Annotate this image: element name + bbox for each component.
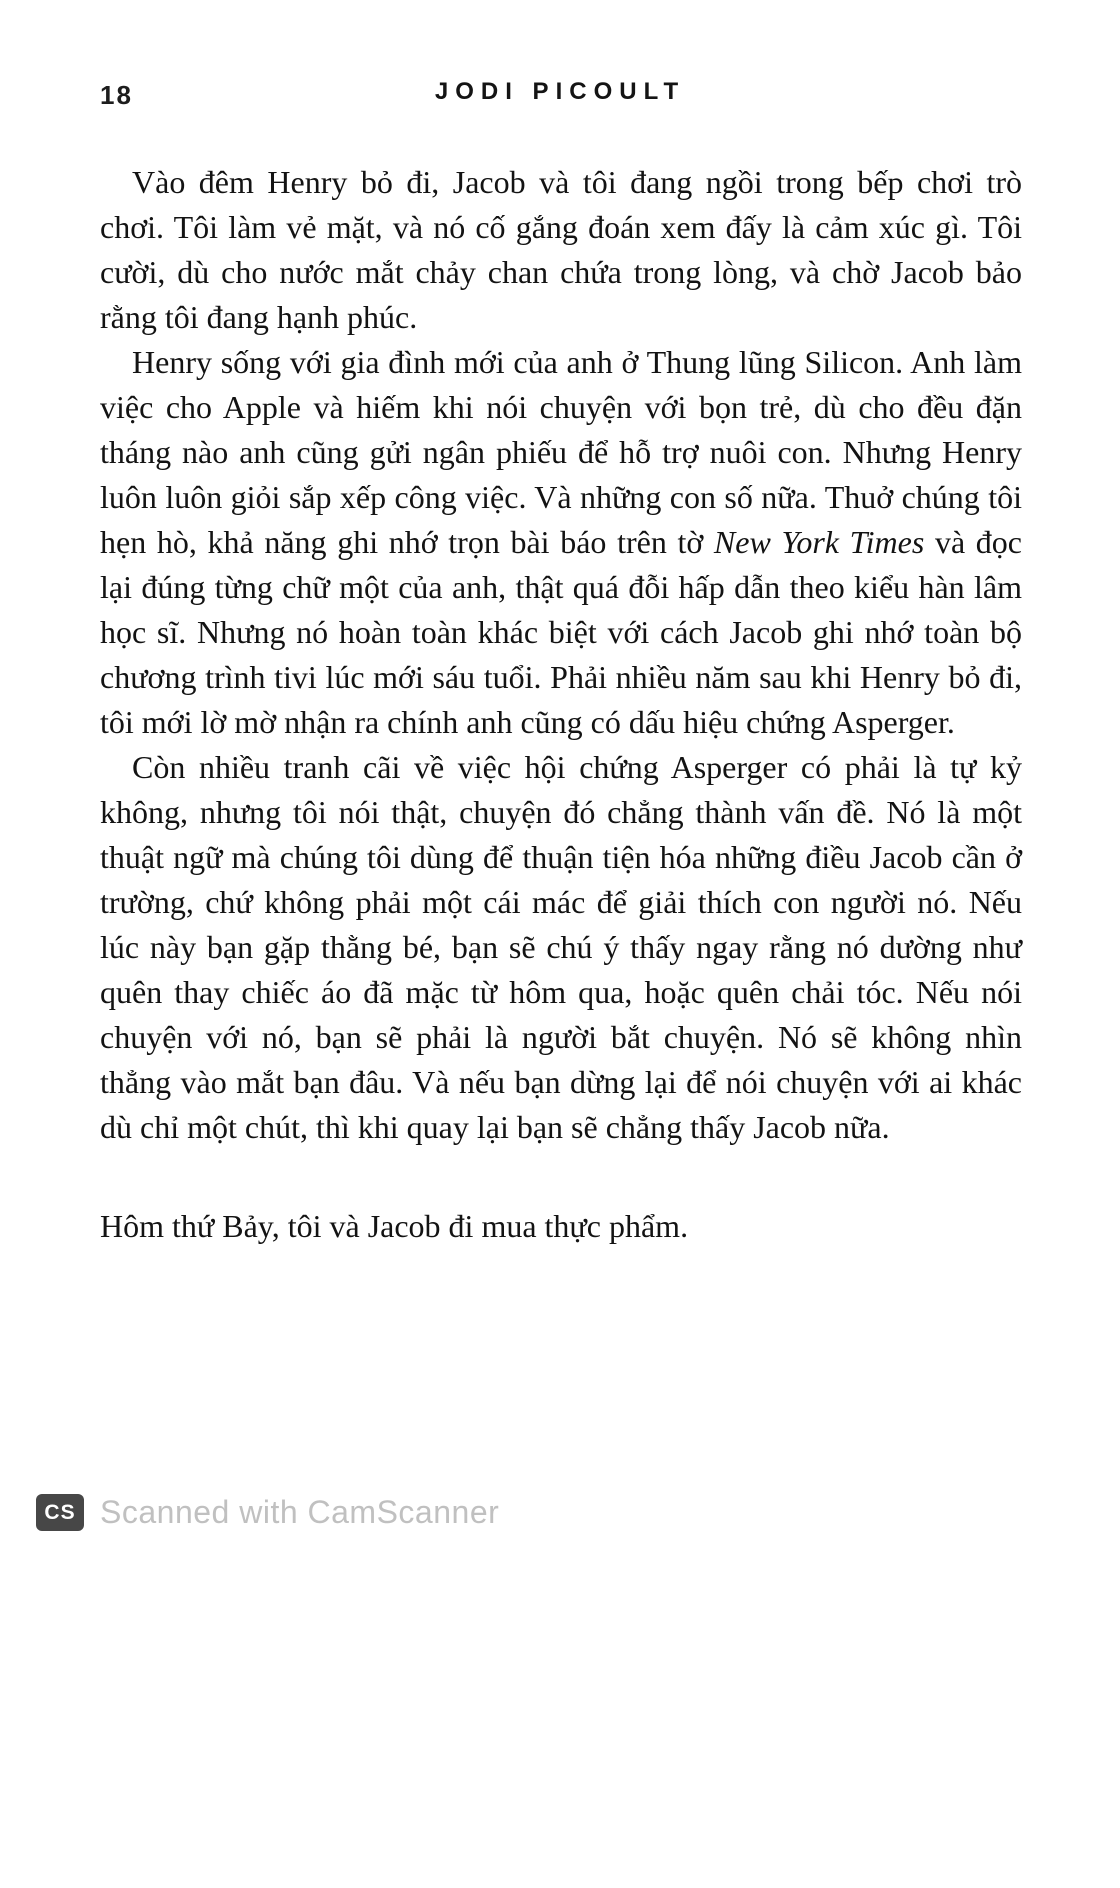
scan-watermark-text: Scanned with CamScanner bbox=[100, 1494, 500, 1530]
paragraph bbox=[100, 160, 1022, 340]
paragraph bbox=[100, 340, 1022, 745]
paragraph bbox=[100, 745, 1022, 1150]
running-title: JODI PICOULT bbox=[434, 78, 686, 105]
paragraph-segment-italic: New York Times bbox=[713, 524, 925, 560]
page-body bbox=[100, 160, 1022, 1249]
paragraph-segment: Hôm thứ Bảy, tôi và Jacob đi mua thực phẩm. bbox=[100, 1208, 689, 1244]
paragraph-segment: Vào đêm Henry bỏ đi, Jacob và tôi đang ngồi trong bếp chơi trò chơi. Tôi làm vẻ mặt, và nó cố gắng đoán xem đấy là cảm xúc gì. Tôi cười, dù cho nước mắt chảy chan chứa trong lòng, và chờ Jacob bảo rằng tôi đang hạnh phúc. bbox=[100, 164, 1022, 335]
camscanner-logo-icon: CS bbox=[36, 1494, 84, 1531]
paragraph-segment: và đọc lại đúng từng chữ một của anh, thật quá đỗi hấp dẫn theo kiểu hàn lâm học sĩ. Nhưng nó hoàn toàn khác biệt với cách Jacob ghi nhớ toàn bộ chương trình tivi lúc mới sáu tuổi. Phải nhiều năm sau khi Henry bỏ đi, tôi mới lờ mờ nhận ra chính anh cũng có dấu hiệu chứng Asperger. bbox=[100, 524, 1023, 740]
paragraph-segment: Còn nhiều tranh cãi về việc hội chứng Asperger có phải là tự kỷ không, nhưng tôi nói thật, chuyện đó chẳng thành vấn đề. Nó là một thuật ngữ mà chúng tôi dùng để thuận tiện hóa những điều Jacob cần ở trường, chứ không phải một cái mác để giải thích con người nó. Nếu lúc này bạn gặp thằng bé, bạn sẽ chú ý thấy ngay rằng nó dường như quên thay chiếc áo đã mặc từ hôm qua, hoặc quên chải tóc. Nếu nói chuyện với nó, bạn sẽ phải là người bắt chuyện. Nó sẽ không nhìn thẳng vào mắt bạn đâu. Và nếu bạn dừng lại để nói chuyện với ai khác dù chỉ một chút, thì khi quay lại bạn sẽ chẳng thấy Jacob nữa. bbox=[100, 749, 1022, 1145]
paragraph-segment: Henry sống với gia đình mới của anh ở Thung lũng Silicon. Anh làm việc cho Apple và hiếm khi nói chuyện với bọn trẻ, dù cho đều đặn tháng nào anh cũng gửi ngân phiếu để hỗ trợ nuôi con. Nhưng Henry luôn luôn giỏi sắp xếp công việc. Và những con số nữa. Thuở chúng tôi hẹn hò, khả năng ghi nhớ trọn bài báo trên tờ bbox=[100, 344, 1022, 560]
page-header bbox=[100, 78, 1020, 114]
scan-watermark bbox=[36, 1494, 499, 1531]
page-number: 18 bbox=[100, 80, 133, 110]
paragraph bbox=[100, 1204, 1022, 1249]
